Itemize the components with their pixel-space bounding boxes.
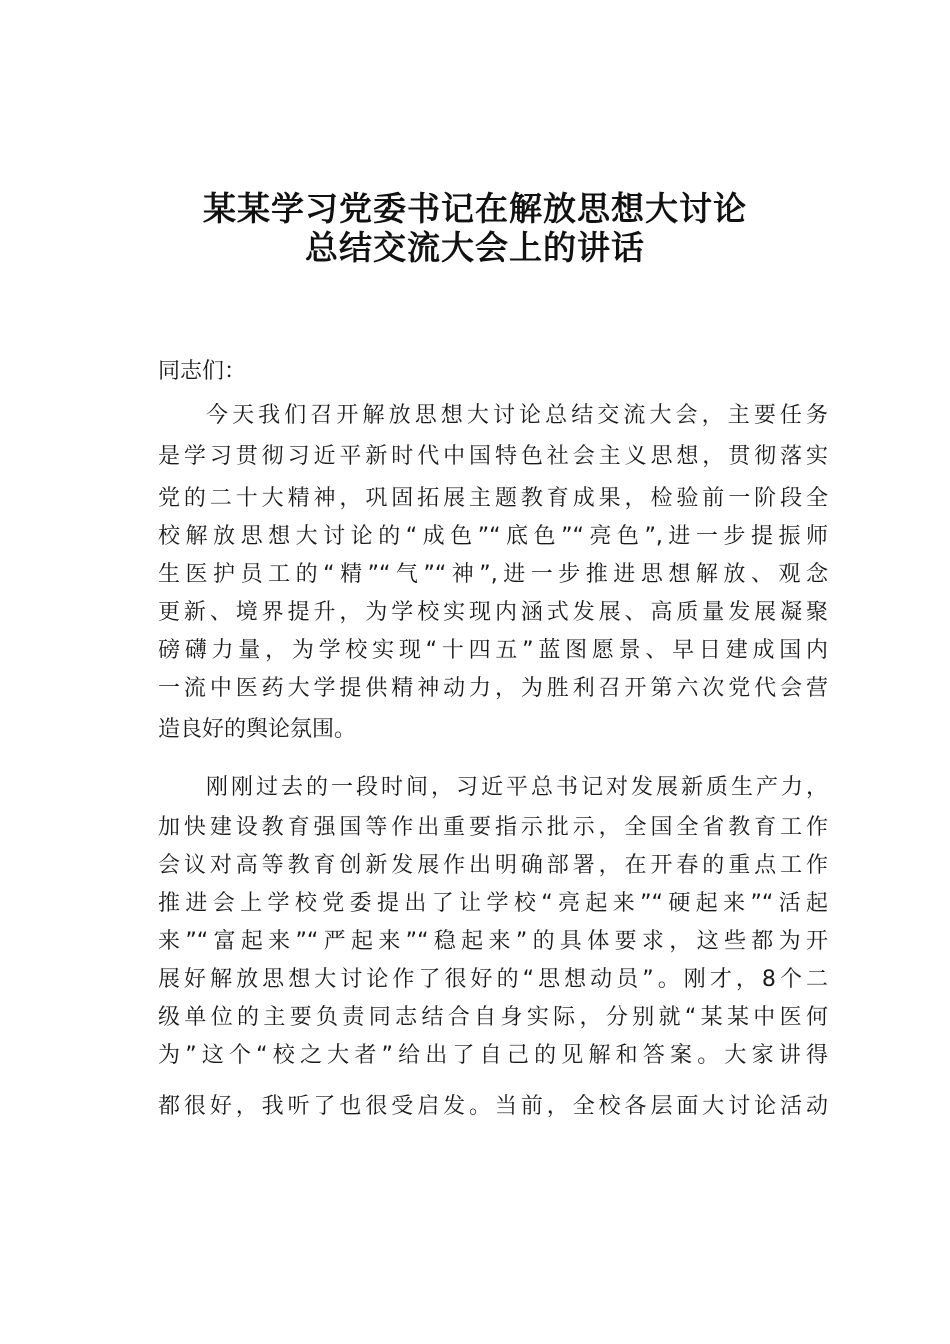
paragraph-2-line: 级单位的主要负责同志结合自身实际，分别就“某某中医何 — [158, 1005, 828, 1030]
paragraph-2-line: 都很好，我听了也很受启发。当前，全校各层面大讨论活动 — [158, 1094, 828, 1119]
paragraph-1-line: 是学习贯彻习近平新时代中国特色社会主义思想，贯彻落实 — [158, 444, 828, 469]
paragraph-2-line: 展好解放思想大讨论作了很好的“思想动员”。刚才，8个二 — [158, 967, 828, 992]
paragraph-1-line: 一流中医药大学提供精神动力，为胜利召开第六次党代会营 — [158, 676, 828, 701]
paragraph-2-line: 为”这个“校之大者”给出了自己的见解和答案。大家讲得 — [158, 1043, 828, 1068]
document-title-line-2: 总结交流大会上的讲话 — [305, 228, 645, 267]
paragraph-1-line: 生医护员工的“精”“气”“神”,进一步推进思想解放、观念 — [158, 562, 828, 587]
paragraph-1-line: 磅礴力量，为学校实现“十四五”蓝图愿景、早日建成国内 — [158, 638, 828, 663]
paragraph-2-line: 刚刚过去的一段时间，习近平总书记对发展新质生产力， — [206, 775, 828, 800]
paragraph-1-line: 今天我们召开解放思想大讨论总结交流大会，主要任务 — [206, 403, 828, 428]
paragraph-1-line: 校解放思想大讨论的“成色”“底色”“亮色”,进一步提振师 — [158, 524, 828, 549]
paragraph-1-line: 造良好的舆论氛围。 — [158, 717, 357, 742]
paragraph-2-line: 来”“富起来”“严起来”“稳起来”的具体要求，这些都为开 — [158, 929, 828, 954]
document-title-line-1: 某某学习党委书记在解放思想大讨论 — [203, 189, 747, 228]
paragraph-2-line: 加快建设教育强国等作出重要指示批示，全国全省教育工作 — [158, 815, 828, 840]
paragraph-2-line: 推进会上学校党委提出了让学校“亮起来”“硬起来”“活起 — [158, 891, 828, 916]
paragraph-2-line: 会议对高等教育创新发展作出明确部署，在开春的重点工作 — [158, 853, 828, 878]
salutation: 同志们： — [158, 359, 247, 384]
paragraph-1-line: 更新、境界提升，为学校实现内涵式发展、高质量发展凝聚 — [158, 600, 828, 625]
paragraph-1-line: 党的二十大精神，巩固拓展主题教育成果，检验前一阶段全 — [158, 486, 828, 511]
